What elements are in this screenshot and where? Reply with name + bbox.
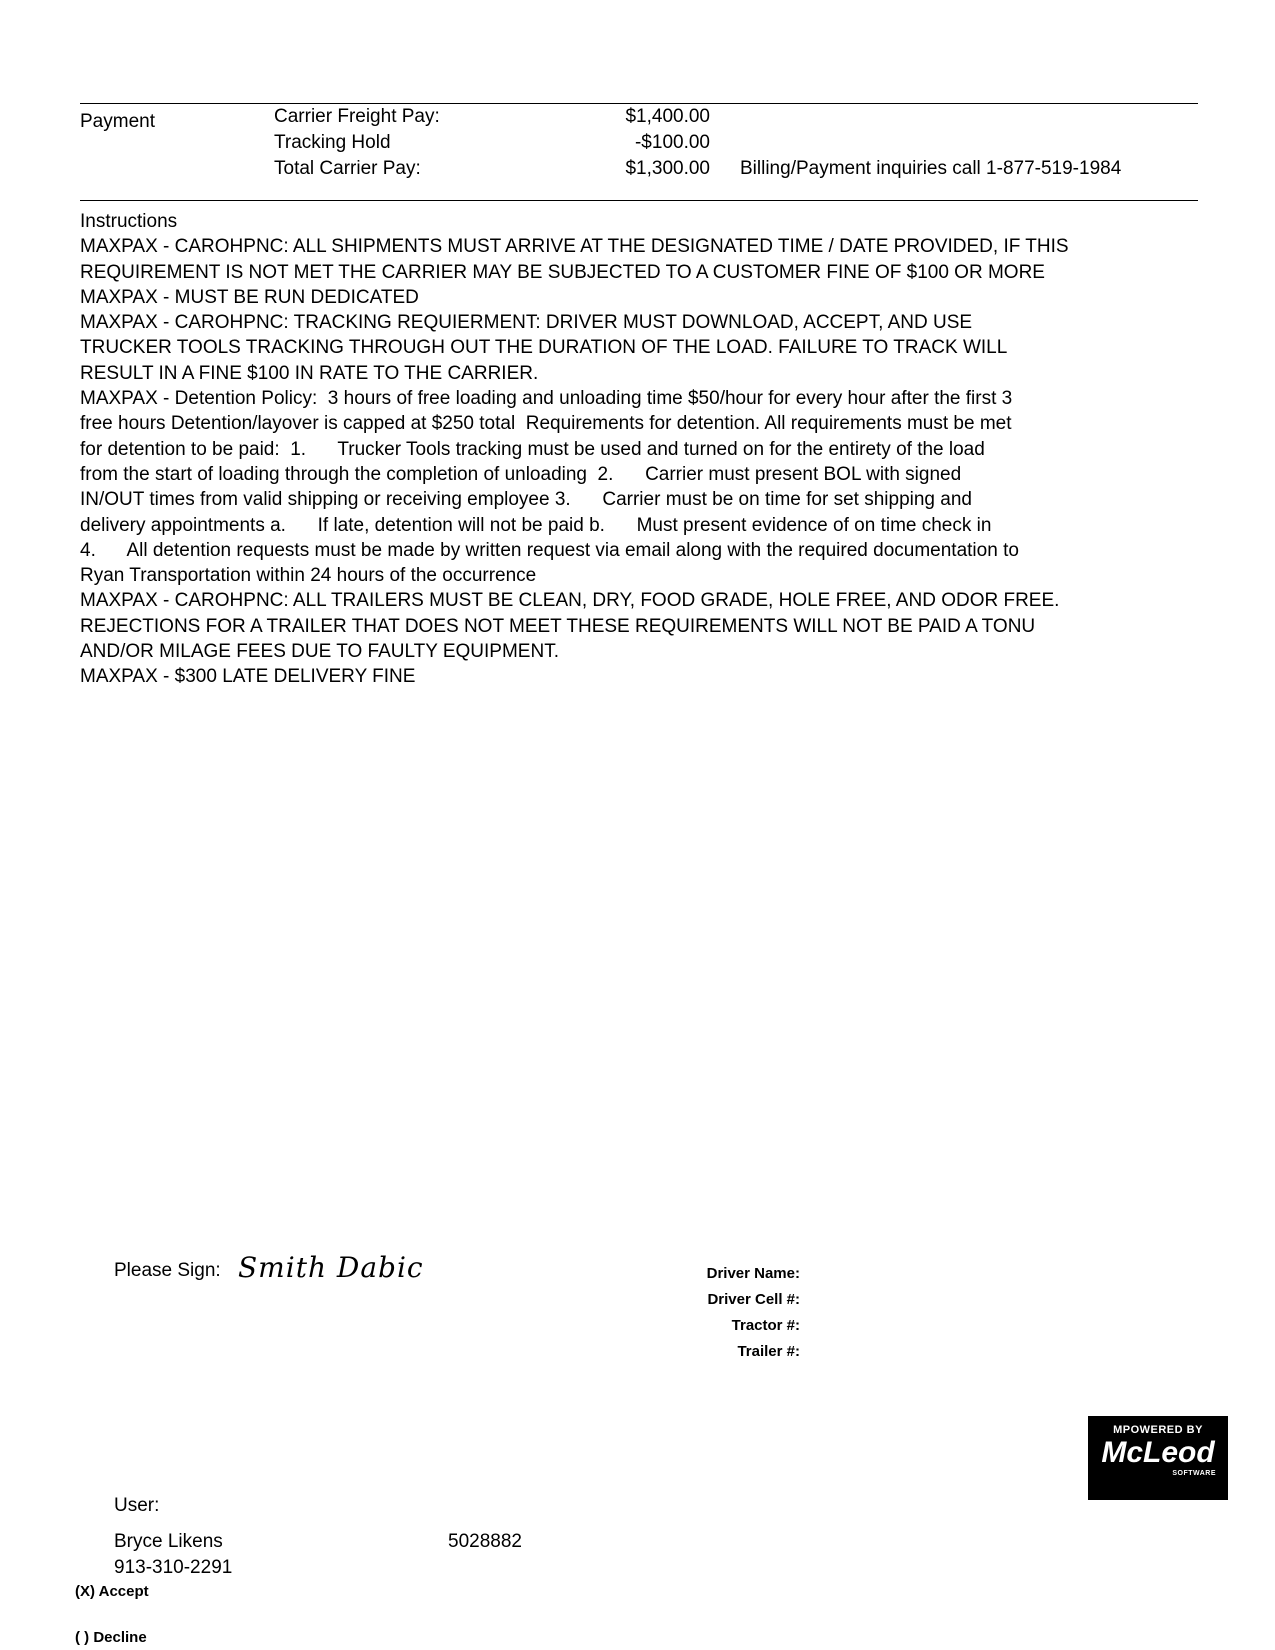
total-carrier-pay-label: Total Carrier Pay: (274, 158, 421, 179)
instruction-line: MAXPAX - MUST BE RUN DEDICATED (80, 286, 419, 308)
driver-cell-label: Driver Cell #: (707, 1291, 800, 1308)
top-rule (80, 103, 1198, 104)
instruction-line: MAXPAX - $300 LATE DELIVERY FINE (80, 666, 416, 688)
instruction-line: MAXPAX - CAROHPNC: ALL SHIPMENTS MUST ARRIVE AT THE DESIGNATED TIME / DATE PROVIDED, IF THIS (80, 236, 1069, 258)
payment-section-label: Payment (80, 111, 155, 132)
tracking-hold-label: Tracking Hold (274, 132, 391, 153)
tractor-label: Tractor #: (731, 1317, 800, 1334)
please-sign-label: Please Sign: (114, 1260, 221, 1281)
driver-name-label: Driver Name: (706, 1265, 800, 1282)
instruction-line: AND/OR MILAGE FEES DUE TO FAULTY EQUIPMENT. (80, 641, 559, 663)
trailer-label: Trailer #: (737, 1343, 800, 1360)
user-name: Bryce Likens (114, 1531, 223, 1552)
instruction-line: IN/OUT times from valid shipping or receiving employee 3. Carrier must be on time for set shipping and (80, 489, 972, 511)
instruction-line: TRUCKER TOOLS TRACKING THROUGH OUT THE DURATION OF THE LOAD. FAILURE TO TRACK WILL (80, 337, 1008, 359)
mcleod-logo (1088, 1416, 1228, 1500)
instructions-section (80, 209, 1190, 690)
instruction-line: REJECTIONS FOR A TRAILER THAT DOES NOT MEET THESE REQUIREMENTS WILL NOT BE PAID A TONU (80, 615, 1036, 637)
instruction-line: 4. All detention requests must be made by written request via email along with the required documentation to (80, 539, 1019, 561)
user-label: User: (114, 1495, 160, 1516)
payment-bottom-rule (80, 200, 1198, 201)
instruction-line: MAXPAX - CAROHPNC: TRACKING REQUIERMENT: DRIVER MUST DOWNLOAD, ACCEPT, AND USE (80, 312, 973, 334)
total-carrier-pay-amount: $1,300.00 (625, 158, 710, 179)
instruction-line: Ryan Transportation within 24 hours of the occurrence (80, 565, 537, 587)
logo-mcleod: McLeod (1101, 1436, 1215, 1469)
tracking-hold-amount: -$100.00 (634, 132, 710, 153)
instruction-line: from the start of loading through the completion of unloading 2. Carrier must present BOL with signed (80, 463, 962, 485)
instruction-line: MAXPAX - CAROHPNC: ALL TRAILERS MUST BE CLEAN, DRY, FOOD GRADE, HOLE FREE, AND ODOR FREE. (80, 590, 1060, 612)
accept-option[interactable]: (X) Accept (75, 1583, 149, 1600)
user-phone: 913-310-2291 (114, 1557, 233, 1578)
user-id: 5028882 (448, 1531, 522, 1552)
instructions-heading: Instructions (80, 211, 178, 232)
instruction-line: RESULT IN A FINE $100 IN RATE TO THE CARRIER. (80, 362, 539, 384)
logo-powered-by: MPOWERED BY (1113, 1424, 1203, 1436)
logo-software: SOFTWARE (1172, 1470, 1216, 1477)
instruction-line: REQUIREMENT IS NOT MET THE CARRIER MAY BE SUBJECTED TO A CUSTOMER FINE OF $100 OR MORE (80, 261, 1045, 283)
instruction-line: MAXPAX - Detention Policy: 3 hours of free loading and unloading time $50/hour for every hour after the first 3 (80, 388, 1013, 410)
decline-option[interactable]: ( ) Decline (75, 1629, 147, 1646)
carrier-freight-pay-label: Carrier Freight Pay: (274, 106, 440, 127)
instruction-line: delivery appointments a. If late, detention will not be paid b. Must present evidence of on time check in (80, 514, 992, 536)
signature-field[interactable]: Smith Dabic (238, 1251, 424, 1284)
instruction-line: free hours Detention/layover is capped at $250 total Requirements for detention. All requirements must be met (80, 413, 1012, 435)
billing-inquiry-note: Billing/Payment inquiries call 1-877-519-1984 (740, 158, 1122, 179)
carrier-freight-pay-amount: $1,400.00 (625, 106, 710, 127)
instruction-line: for detention to be paid: 1. Trucker Tools tracking must be used and turned on for the entirety of the load (80, 438, 985, 460)
